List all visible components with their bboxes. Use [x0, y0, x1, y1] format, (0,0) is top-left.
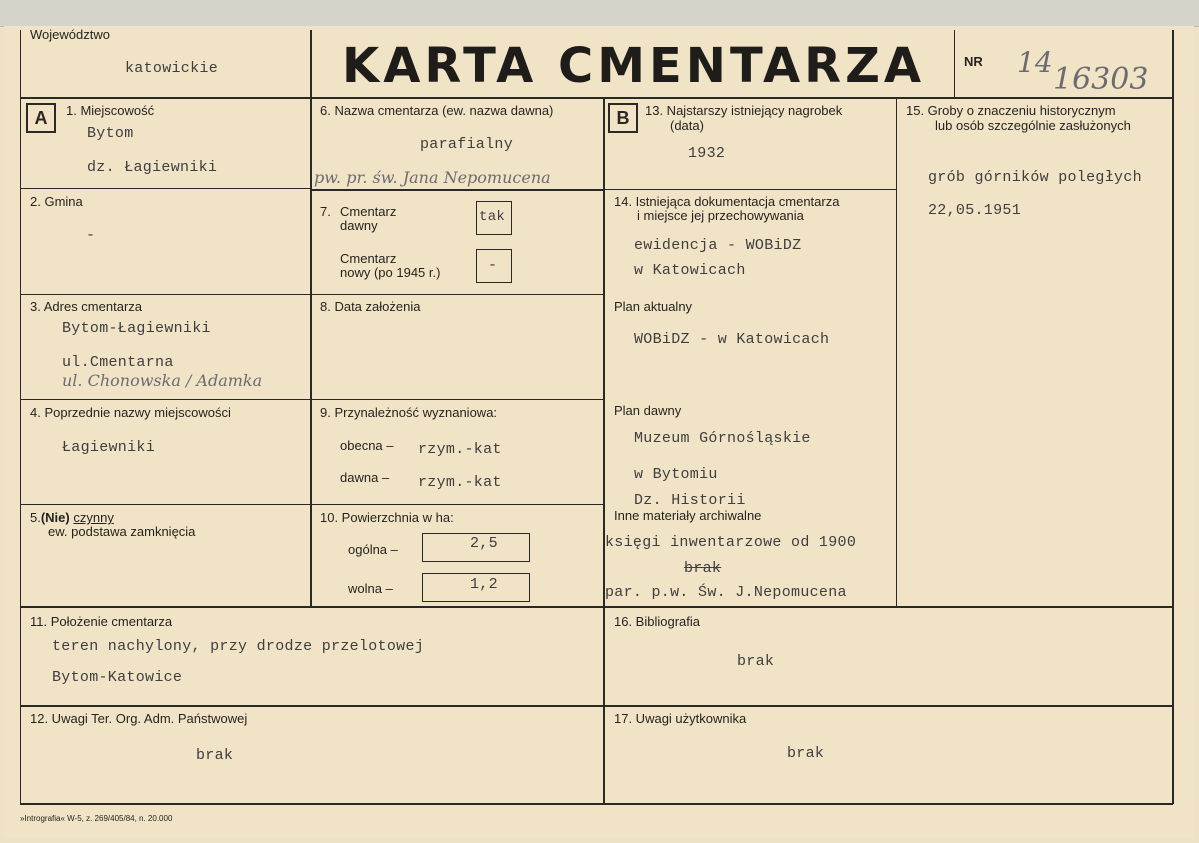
field-1-line1: Bytom — [87, 125, 134, 142]
field-17-label: 17. Uwagi użytkownika — [614, 711, 747, 726]
field-3-line2: ul.Cmentarna — [62, 354, 174, 371]
plan-aktualny-label: Plan aktualny — [614, 299, 693, 314]
card-title: KARTA CMENTARZA — [342, 38, 926, 94]
field-1-line2: dz. Łagiewniki — [87, 159, 218, 176]
plan-aktualny-value: WOBiDZ - w Katowicach — [634, 331, 830, 348]
field-13-label-2: (data) — [670, 118, 704, 133]
nr-label: NR — [964, 54, 983, 69]
field-3-handwritten: ul. Chonowska / Adamka — [62, 371, 263, 390]
nr-value-1: 14 — [1017, 46, 1053, 79]
nr-value-2: 16303 — [1053, 62, 1149, 97]
field-7-dawny-label-1: Cmentarz — [340, 204, 397, 219]
voivodeship-label: Województwo — [30, 27, 110, 42]
field-1-label: 1. Miejscowość — [66, 103, 155, 118]
field-5-label2: ew. podstawa zamknięcia — [48, 524, 196, 539]
field-5-prefix: 5. — [30, 510, 41, 525]
field-6-label: 6. Nazwa cmentarza (ew. nazwa dawna) — [320, 103, 554, 118]
section-b-marker: B — [608, 103, 638, 133]
field-12-label: 12. Uwagi Ter. Org. Adm. Państwowej — [30, 711, 248, 726]
field-10-wolna-value: 1,2 — [470, 576, 498, 593]
field-2-value: - — [86, 227, 96, 244]
field-12-value: brak — [196, 747, 234, 764]
rule — [20, 606, 1173, 608]
field-14-doc-2: w Katowicach — [634, 262, 746, 279]
field-11-label: 11. Położenie cmentarza — [30, 614, 173, 629]
rule — [20, 97, 1173, 99]
field-11-line2: Bytom-Katowice — [52, 669, 183, 686]
field-16-value: brak — [737, 653, 775, 670]
field-9-dawna-label: dawna – — [340, 470, 390, 485]
archival-tape — [0, 0, 1199, 27]
rule — [603, 189, 896, 190]
field-7-nowy-label-1: Cmentarz — [340, 251, 397, 266]
field-15-line-2: 22,05.1951 — [928, 202, 1022, 219]
field-7-dawny-label-2: dawny — [340, 218, 378, 233]
field-15-label-1: 15. Groby o znaczeniu historycznym — [906, 103, 1116, 118]
field-15-line-1: grób górników poległych — [928, 169, 1142, 186]
field-6-handwritten: pw. pr. św. Jana Nepomucena — [314, 168, 551, 187]
inne-materialy-line-1: księgi inwentarzowe od 1900 — [605, 534, 857, 551]
field-6-value: parafialny — [420, 136, 514, 153]
rule — [310, 189, 603, 191]
plan-dawny-line-3: Dz. Historii — [634, 492, 746, 509]
field-14-doc-1: ewidencja - WOBiDZ — [634, 237, 802, 254]
field-9-obecna-label: obecna – — [340, 438, 394, 453]
field-10-wolna-label: wolna – — [348, 581, 393, 596]
voivodeship-value: katowickie — [125, 60, 219, 77]
field-5-czynny: czynny — [73, 510, 114, 525]
inne-materialy-struck: brak — [684, 560, 722, 577]
field-2-label: 2. Gmina — [30, 194, 83, 209]
field-9-dawna-value: rzym.-kat — [418, 474, 502, 491]
printer-imprint: »Intrografia« W-5, z. 269/405/84, n. 20.000 — [20, 814, 173, 823]
field-11-line1: teren nachylony, przy drodze przelotowej — [52, 638, 425, 655]
rule — [20, 803, 1173, 805]
field-8-label: 8. Data założenia — [320, 299, 421, 314]
inne-materialy-line-2: par. p.w. Św. J.Nepomucena — [605, 584, 847, 601]
field-5-nie: (Nie) — [40, 510, 70, 525]
section-a-marker: A — [26, 103, 56, 133]
field-7-nowy-label-2: nowy (po 1945 r.) — [340, 265, 441, 280]
field-17-value: brak — [787, 745, 825, 762]
field-10-label: 10. Powierzchnia w ha: — [320, 510, 454, 525]
rule — [1172, 30, 1174, 804]
field-5-label — [30, 510, 114, 525]
field-14-label-1: 14. Istniejąca dokumentacja cmentarza — [614, 194, 840, 209]
field-3-label: 3. Adres cmentarza — [30, 299, 142, 314]
field-16-label: 16. Bibliografia — [614, 614, 700, 629]
field-7-nowy-value: - — [488, 257, 498, 274]
plan-dawny-line-2: w Bytomiu — [634, 466, 718, 483]
rule — [20, 30, 21, 804]
field-13-label-1: 13. Najstarszy istniejący nagrobek — [645, 103, 843, 118]
field-3-line1: Bytom-Łagiewniki — [62, 320, 211, 337]
field-15-label-2: lub osób szczególnie zasłużonych — [935, 118, 1131, 133]
field-7-label: 7. — [320, 204, 331, 219]
rule — [20, 188, 310, 189]
field-10-ogolna-label: ogólna – — [348, 542, 398, 557]
field-9-obecna-value: rzym.-kat — [418, 441, 502, 458]
field-10-ogolna-value: 2,5 — [470, 535, 498, 552]
field-14-label-2: i miejsce jej przechowywania — [637, 208, 804, 223]
inne-materialy-label: Inne materiały archiwalne — [614, 508, 762, 523]
plan-dawny-label: Plan dawny — [614, 403, 682, 418]
field-13-value: 1932 — [688, 145, 726, 162]
rule — [603, 97, 605, 804]
rule — [896, 97, 897, 607]
rule — [20, 705, 1173, 707]
rule — [310, 30, 312, 607]
plan-dawny-line-1: Muzeum Górnośląskie — [634, 430, 811, 447]
field-4-value: Łagiewniki — [62, 439, 156, 456]
field-4-label: 4. Poprzednie nazwy miejscowości — [30, 405, 231, 420]
field-9-label: 9. Przynależność wyznaniowa: — [320, 405, 498, 420]
field-7-dawny-value: tak — [479, 209, 506, 225]
rule — [954, 30, 955, 98]
